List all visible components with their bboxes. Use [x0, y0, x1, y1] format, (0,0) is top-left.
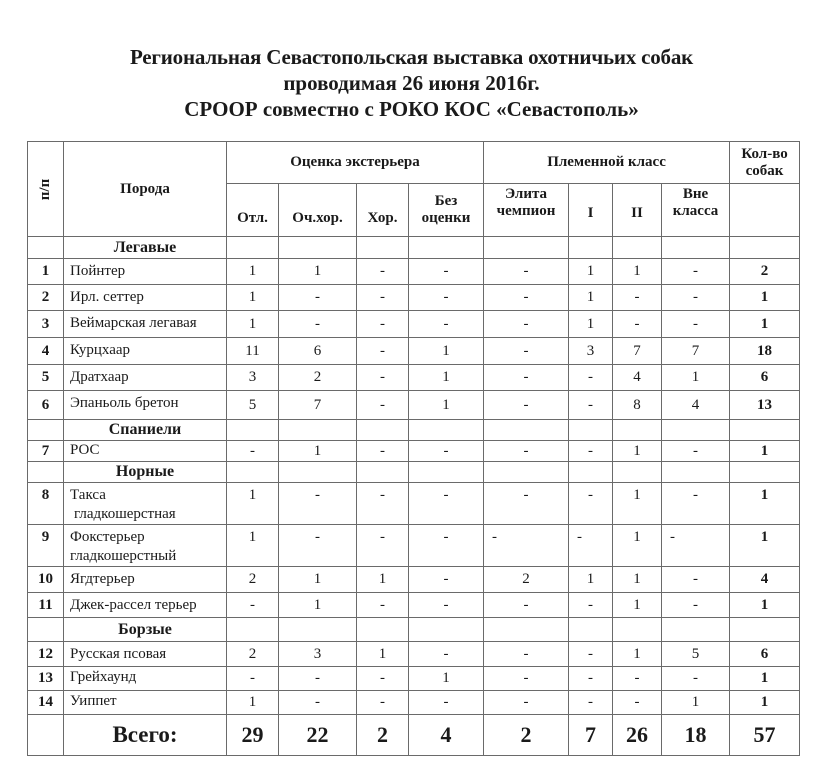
total-bez: 4: [409, 715, 484, 756]
row-breed: Фокстерьер гладкошерстный: [64, 525, 227, 567]
cell-otl: -: [227, 441, 279, 462]
cell-vne: -: [662, 567, 730, 593]
cell-elita: -: [484, 311, 569, 338]
header-ii: II: [613, 184, 662, 237]
row-breed: Джек-рассел терьер: [64, 593, 227, 618]
cell-elita: -: [484, 365, 569, 391]
cell-count: 1: [730, 691, 800, 715]
total-i: 7: [569, 715, 613, 756]
cell-ochhor: -: [279, 691, 357, 715]
cell-hor: -: [357, 525, 409, 567]
table-row: [28, 483, 800, 525]
cell-ii: -: [613, 691, 662, 715]
header-bez: Без оценки: [409, 184, 484, 237]
header-num: п/п: [28, 142, 64, 237]
cell-ii: 7: [613, 338, 662, 365]
row-breed: Эпаньоль бретон: [64, 391, 227, 420]
cell-elita: -: [484, 441, 569, 462]
cell-vne: 4: [662, 391, 730, 420]
cell-ii: 4: [613, 365, 662, 391]
document-title-line-3: СРООР совместно с РОКО КОС «Севастополь»: [184, 97, 639, 121]
cell-count: 2: [730, 259, 800, 285]
cell-elita: -: [484, 338, 569, 365]
header-count: Кол-во собак: [730, 142, 800, 184]
total-hor: 2: [357, 715, 409, 756]
cell-count: 4: [730, 567, 800, 593]
cell-ochhor: 6: [279, 338, 357, 365]
cell-ochhor: -: [279, 311, 357, 338]
cell-hor: 1: [357, 642, 409, 667]
cell-i: 1: [569, 567, 613, 593]
cell-vne: -: [662, 483, 730, 525]
row-num: 10: [28, 567, 64, 593]
cell-otl: 3: [227, 365, 279, 391]
row-num: 14: [28, 691, 64, 715]
cell-i: -: [569, 391, 613, 420]
header-row-1: [28, 142, 800, 184]
cell-hor: -: [357, 259, 409, 285]
cell-count: 18: [730, 338, 800, 365]
cell-otl: 1: [227, 285, 279, 311]
group-row: [28, 462, 800, 483]
cell-vne: 5: [662, 642, 730, 667]
group-label-nornye: Норные: [64, 462, 227, 483]
header-breeding-group: Племенной класс: [484, 142, 730, 184]
cell-count: 6: [730, 365, 800, 391]
row-num: 8: [28, 483, 64, 525]
row-breed: Русская псовая: [64, 642, 227, 667]
cell-hor: -: [357, 667, 409, 691]
group-label-spanieli: Спаниели: [64, 420, 227, 441]
group-row: [28, 420, 800, 441]
cell-elita: -: [484, 285, 569, 311]
cell-count: 1: [730, 285, 800, 311]
cell-hor: -: [357, 483, 409, 525]
cell-elita: -: [484, 642, 569, 667]
cell-ii: 1: [613, 567, 662, 593]
cell-vne: 1: [662, 365, 730, 391]
table-row: [28, 593, 800, 618]
table-row: [28, 667, 800, 691]
cell-otl: 5: [227, 391, 279, 420]
cell-ochhor: 1: [279, 567, 357, 593]
results-table: [27, 141, 800, 756]
cell-bez: -: [409, 441, 484, 462]
cell-ii: 1: [613, 441, 662, 462]
total-elita: 2: [484, 715, 569, 756]
cell-hor: -: [357, 593, 409, 618]
cell-count: 1: [730, 667, 800, 691]
cell-bez: -: [409, 311, 484, 338]
header-breed: Порода: [64, 142, 227, 237]
cell-otl: 1: [227, 483, 279, 525]
cell-ochhor: 3: [279, 642, 357, 667]
cell-elita: 2: [484, 567, 569, 593]
cell-hor: -: [357, 391, 409, 420]
cell-i: -: [569, 365, 613, 391]
cell-ii: 1: [613, 642, 662, 667]
cell-bez: -: [409, 525, 484, 567]
cell-otl: -: [227, 593, 279, 618]
cell-bez: 1: [409, 667, 484, 691]
header-hor: Хор.: [357, 184, 409, 237]
cell-i: -: [569, 525, 613, 567]
cell-i: -: [569, 441, 613, 462]
row-num: 13: [28, 667, 64, 691]
header-exterior-group: Оценка экстерьера: [227, 142, 484, 184]
row-breed: РОС: [64, 441, 227, 462]
cell-vne: -: [662, 285, 730, 311]
cell-otl: 1: [227, 259, 279, 285]
cell-bez: -: [409, 593, 484, 618]
table-row: [28, 311, 800, 338]
cell-otl: 2: [227, 642, 279, 667]
cell-ii: 1: [613, 259, 662, 285]
cell-vne: -: [662, 311, 730, 338]
row-breed: Ирл. сеттер: [64, 285, 227, 311]
total-otl: 29: [227, 715, 279, 756]
cell-elita: -: [484, 259, 569, 285]
cell-hor: -: [357, 311, 409, 338]
cell-bez: -: [409, 691, 484, 715]
cell-i: 3: [569, 338, 613, 365]
cell-count: 1: [730, 483, 800, 525]
header-ochhor: Оч.хор.: [279, 184, 357, 237]
row-num: 3: [28, 311, 64, 338]
total-vne: 18: [662, 715, 730, 756]
cell-elita: -: [484, 593, 569, 618]
cell-count: 13: [730, 391, 800, 420]
cell-hor: -: [357, 365, 409, 391]
cell-i: -: [569, 691, 613, 715]
cell-bez: -: [409, 259, 484, 285]
cell-ii: -: [613, 311, 662, 338]
cell-count: 6: [730, 642, 800, 667]
row-breed: Веймарская легавая: [64, 311, 227, 338]
table-row: [28, 391, 800, 420]
table-row: [28, 691, 800, 715]
cell-otl: -: [227, 667, 279, 691]
cell-elita: -: [484, 525, 569, 567]
cell-elita: -: [484, 391, 569, 420]
table-row: [28, 338, 800, 365]
row-breed: Уиппет: [64, 691, 227, 715]
row-breed: Ягдтерьер: [64, 567, 227, 593]
cell-vne: -: [662, 441, 730, 462]
cell-i: 1: [569, 311, 613, 338]
row-num: 6: [28, 391, 64, 420]
cell-ochhor: 1: [279, 441, 357, 462]
row-num: 12: [28, 642, 64, 667]
cell-vne: -: [662, 259, 730, 285]
cell-vne: -: [662, 525, 730, 567]
cell-hor: -: [357, 691, 409, 715]
group-label-legavye: Легавые: [64, 237, 227, 259]
cell-ii: 1: [613, 593, 662, 618]
cell-ochhor: 1: [279, 259, 357, 285]
cell-vne: 1: [662, 691, 730, 715]
document-title-line-1: Региональная Севастопольская выставка охотничьих собак: [129, 45, 694, 69]
row-breed: Пойнтер: [64, 259, 227, 285]
cell-vne: -: [662, 667, 730, 691]
total-label: Всего:: [64, 715, 227, 756]
cell-count: 1: [730, 441, 800, 462]
table-row: [28, 285, 800, 311]
cell-otl: 1: [227, 525, 279, 567]
cell-bez: 1: [409, 391, 484, 420]
table-row: [28, 525, 800, 567]
total-ochhor: 22: [279, 715, 357, 756]
table-row: [28, 365, 800, 391]
cell-i: 1: [569, 259, 613, 285]
cell-otl: 11: [227, 338, 279, 365]
cell-hor: 1: [357, 567, 409, 593]
cell-otl: 1: [227, 691, 279, 715]
cell-hor: -: [357, 441, 409, 462]
cell-ii: -: [613, 285, 662, 311]
cell-elita: -: [484, 483, 569, 525]
cell-elita: -: [484, 691, 569, 715]
cell-elita: -: [484, 667, 569, 691]
cell-count: 1: [730, 525, 800, 567]
cell-ochhor: 7: [279, 391, 357, 420]
header-count-empty: [730, 184, 800, 237]
cell-ochhor: -: [279, 285, 357, 311]
table-row: [28, 567, 800, 593]
cell-ochhor: -: [279, 667, 357, 691]
cell-count: 1: [730, 311, 800, 338]
cell-bez: 1: [409, 365, 484, 391]
row-num: 5: [28, 365, 64, 391]
cell-otl: 1: [227, 311, 279, 338]
cell-ii: 1: [613, 483, 662, 525]
group-row: [28, 237, 800, 259]
cell-ochhor: 2: [279, 365, 357, 391]
row-breed: Такса гладкошерстная: [64, 483, 227, 525]
table-row: [28, 259, 800, 285]
header-vne: Вне класса: [662, 184, 730, 237]
cell-ochhor: -: [279, 525, 357, 567]
cell-vne: 7: [662, 338, 730, 365]
group-label-borzye: Борзые: [64, 618, 227, 642]
table-row: [28, 642, 800, 667]
cell-hor: -: [357, 338, 409, 365]
header-i: I: [569, 184, 613, 237]
header-otl: Отл.: [227, 184, 279, 237]
total-ii: 26: [613, 715, 662, 756]
row-num: 1: [28, 259, 64, 285]
row-num: 9: [28, 525, 64, 567]
row-num: 2: [28, 285, 64, 311]
cell-i: -: [569, 642, 613, 667]
cell-bez: -: [409, 567, 484, 593]
cell-bez: -: [409, 642, 484, 667]
cell-i: 1: [569, 285, 613, 311]
cell-ii: 1: [613, 525, 662, 567]
row-breed: Дратхаар: [64, 365, 227, 391]
total-row: [28, 715, 800, 756]
cell-ii: -: [613, 667, 662, 691]
cell-bez: -: [409, 285, 484, 311]
cell-bez: -: [409, 483, 484, 525]
row-num: 4: [28, 338, 64, 365]
cell-bez: 1: [409, 338, 484, 365]
total-count: 57: [730, 715, 800, 756]
header-elita: Элита чемпион: [484, 184, 569, 237]
row-breed: Грейхаунд: [64, 667, 227, 691]
cell-vne: -: [662, 593, 730, 618]
group-row: [28, 618, 800, 642]
cell-ii: 8: [613, 391, 662, 420]
row-breed: Курцхаар: [64, 338, 227, 365]
cell-otl: 2: [227, 567, 279, 593]
cell-ochhor: -: [279, 483, 357, 525]
row-num: 11: [28, 593, 64, 618]
cell-hor: -: [357, 285, 409, 311]
cell-i: -: [569, 667, 613, 691]
document-title-line-2: проводимая 26 июня 2016г.: [283, 71, 540, 95]
cell-i: -: [569, 483, 613, 525]
row-num: 7: [28, 441, 64, 462]
cell-ochhor: 1: [279, 593, 357, 618]
cell-i: -: [569, 593, 613, 618]
table-row: [28, 441, 800, 462]
cell-count: 1: [730, 593, 800, 618]
